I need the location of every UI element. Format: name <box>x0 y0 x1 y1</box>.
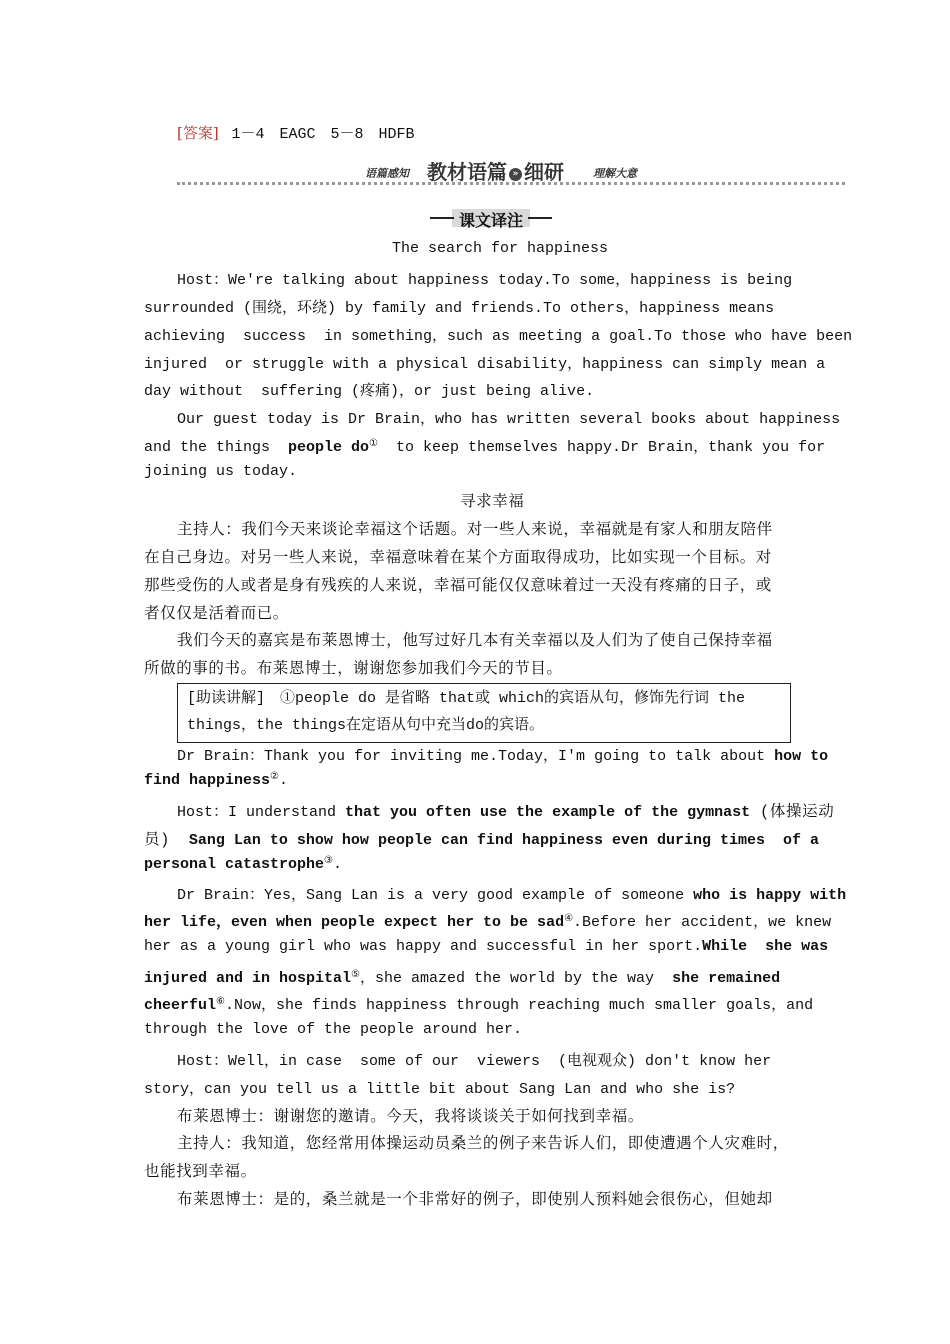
note-marker: ② <box>270 772 279 783</box>
paragraph-line <box>177 883 846 904</box>
banner-divider <box>177 182 845 185</box>
paragraph-line: through the love of the people around her. <box>144 1021 523 1038</box>
answer-line <box>177 122 415 143</box>
paragraph-line: 那些受伤的人或者是身有残疾的人来说，幸福可能仅仅意味着过一天没有疼痛的日子，或 <box>144 576 772 594</box>
paragraph-line: 布莱恩博士：是的，桑兰就是一个非常好的例子，即使别人预料她会很伤心，但她却 <box>177 1190 773 1208</box>
highlight-phrase: Sang Lan to show how people can find happiness even during times of a <box>179 832 820 849</box>
highlight-phrase: While she was <box>702 938 829 955</box>
highlight-phrase: her life，even when people expect her to be sad <box>144 914 565 931</box>
paragraph-line: 在自己身边。对另一些人来说，幸福意味着在某个方面取得成功，比如实现一个目标。对 <box>144 548 772 566</box>
paragraph-line <box>144 855 342 873</box>
paragraph-line: injured or struggle with a physical disability，happiness can simply mean a <box>144 356 826 373</box>
paragraph-line: 我们今天的嘉宾是布莱恩博士，他写过好几本有关幸福以及人们为了使自己保持幸福 <box>177 631 773 649</box>
paragraph-line: Host：Well，in case some of our viewers (电视观众) don't know her <box>177 1053 772 1070</box>
text-run: 员) <box>144 831 180 849</box>
highlight-phrase: she remained <box>672 970 781 987</box>
note-marker: ⑥ <box>216 997 225 1008</box>
note-line: [助读讲解] ①people do 是省略 that或 which的宾语从句，修饰先行词 the <box>187 690 746 707</box>
note-marker: ⑤ <box>351 970 361 981</box>
chinese-title: 寻求幸福 <box>460 492 525 510</box>
paragraph-line <box>144 910 831 931</box>
note-marker: ① <box>369 439 379 450</box>
section-banner <box>177 156 845 186</box>
text-run: ，she amazed the world by the way <box>360 970 673 987</box>
highlight-phrase: who is happy with <box>693 887 847 904</box>
paragraph-line: 所做的事的书。布莱恩博士，谢谢您参加我们今天的节目。 <box>144 659 563 677</box>
text-run: . <box>333 856 343 873</box>
arrow-icon: » <box>509 168 522 181</box>
note-line: things，the things在定语从句中充当do的宾语。 <box>187 717 545 734</box>
paragraph-line <box>144 966 780 987</box>
paragraph-line: 主持人：我们今天来谈论幸福这个话题。对一些人来说，幸福就是有家人和朋友陪伴 <box>177 520 773 538</box>
highlight-phrase: injured and in hospital <box>144 970 352 987</box>
highlight-phrase: find happiness <box>144 772 271 789</box>
paragraph-line: achieving success in something，such as meeting a goal.To those who have been <box>144 328 853 345</box>
paragraph-line <box>144 993 813 1014</box>
note-marker: ③ <box>324 856 333 867</box>
paragraph-line: 布莱恩博士：谢谢您的邀请。今天，我将谈谈关于如何找到幸福。 <box>177 1107 644 1125</box>
text-run: Dr Brain：Yes，Sang Lan is a very good example of someone <box>177 887 694 904</box>
paragraph-line: Host：We're talking about happiness today.To some，happiness is being <box>177 272 793 289</box>
highlight-phrase: cheerful <box>144 997 217 1014</box>
paragraph-line <box>144 938 828 955</box>
banner-title <box>427 156 564 185</box>
text-run: Host：I understand <box>177 804 346 821</box>
text-run: .Now，she finds happiness through reaching much smaller goals，and <box>224 997 814 1014</box>
paragraph-line: 者仅仅是活着而已。 <box>144 604 289 622</box>
highlight-phrase: people do <box>288 439 370 456</box>
paragraph-line <box>177 744 828 765</box>
paragraph-line: joining us today. <box>144 463 298 480</box>
paragraph-line: day without suffering (疼痛)，or just being alive. <box>144 383 595 400</box>
paragraph-line <box>144 827 819 849</box>
text-run: .Before her accident，we knew <box>573 914 832 931</box>
banner-right-caption: 理解大意 <box>593 167 637 180</box>
paragraph-line: Our guest today is Dr Brain，who has written several books about happiness <box>177 411 841 428</box>
section-badge <box>428 206 554 230</box>
banner-title-a: 教材语篇 <box>427 160 507 184</box>
paragraph-line: 也能找到幸福。 <box>144 1162 257 1180</box>
paragraph-line <box>144 771 288 789</box>
banner-left-caption: 语篇感知 <box>365 167 409 180</box>
paragraph-line: story，can you tell us a little bit about Sang Lan and who she is? <box>144 1081 736 1098</box>
paragraph-line <box>177 799 834 821</box>
highlight-phrase: that you often use the example of the gymnast <box>345 804 751 821</box>
paragraph-line: 主持人：我知道，您经常用体操运动员桑兰的例子来告诉人们，即使遭遇个人灾难时， <box>177 1134 789 1152</box>
text-run: . <box>279 772 289 789</box>
text-run: and the things <box>144 439 289 456</box>
highlight-phrase: personal catastrophe <box>144 856 325 873</box>
paragraph-line: surrounded (围绕，环绕) by family and friends.To others，happiness means <box>144 300 775 317</box>
text-run: (体操运动 <box>750 803 835 821</box>
note-marker: ④ <box>564 914 574 925</box>
highlight-phrase: how to <box>774 748 829 765</box>
text-run: to keep themselves happy.Dr Brain，thank you for <box>378 439 826 456</box>
banner-title-b: 细研 <box>524 160 564 184</box>
answer-text: 1－4 EAGC 5－8 HDFB <box>231 126 415 143</box>
answer-label: [答案] <box>177 124 219 142</box>
text-run: Dr Brain：Thank you for inviting me.Today，I'm going to talk about <box>177 748 775 765</box>
text-run: her as a young girl who was happy and successful in her sport. <box>144 938 703 955</box>
english-title: The search for happiness <box>392 240 609 257</box>
paragraph-line <box>144 435 825 456</box>
badge-label: 课文译注 <box>458 211 523 230</box>
